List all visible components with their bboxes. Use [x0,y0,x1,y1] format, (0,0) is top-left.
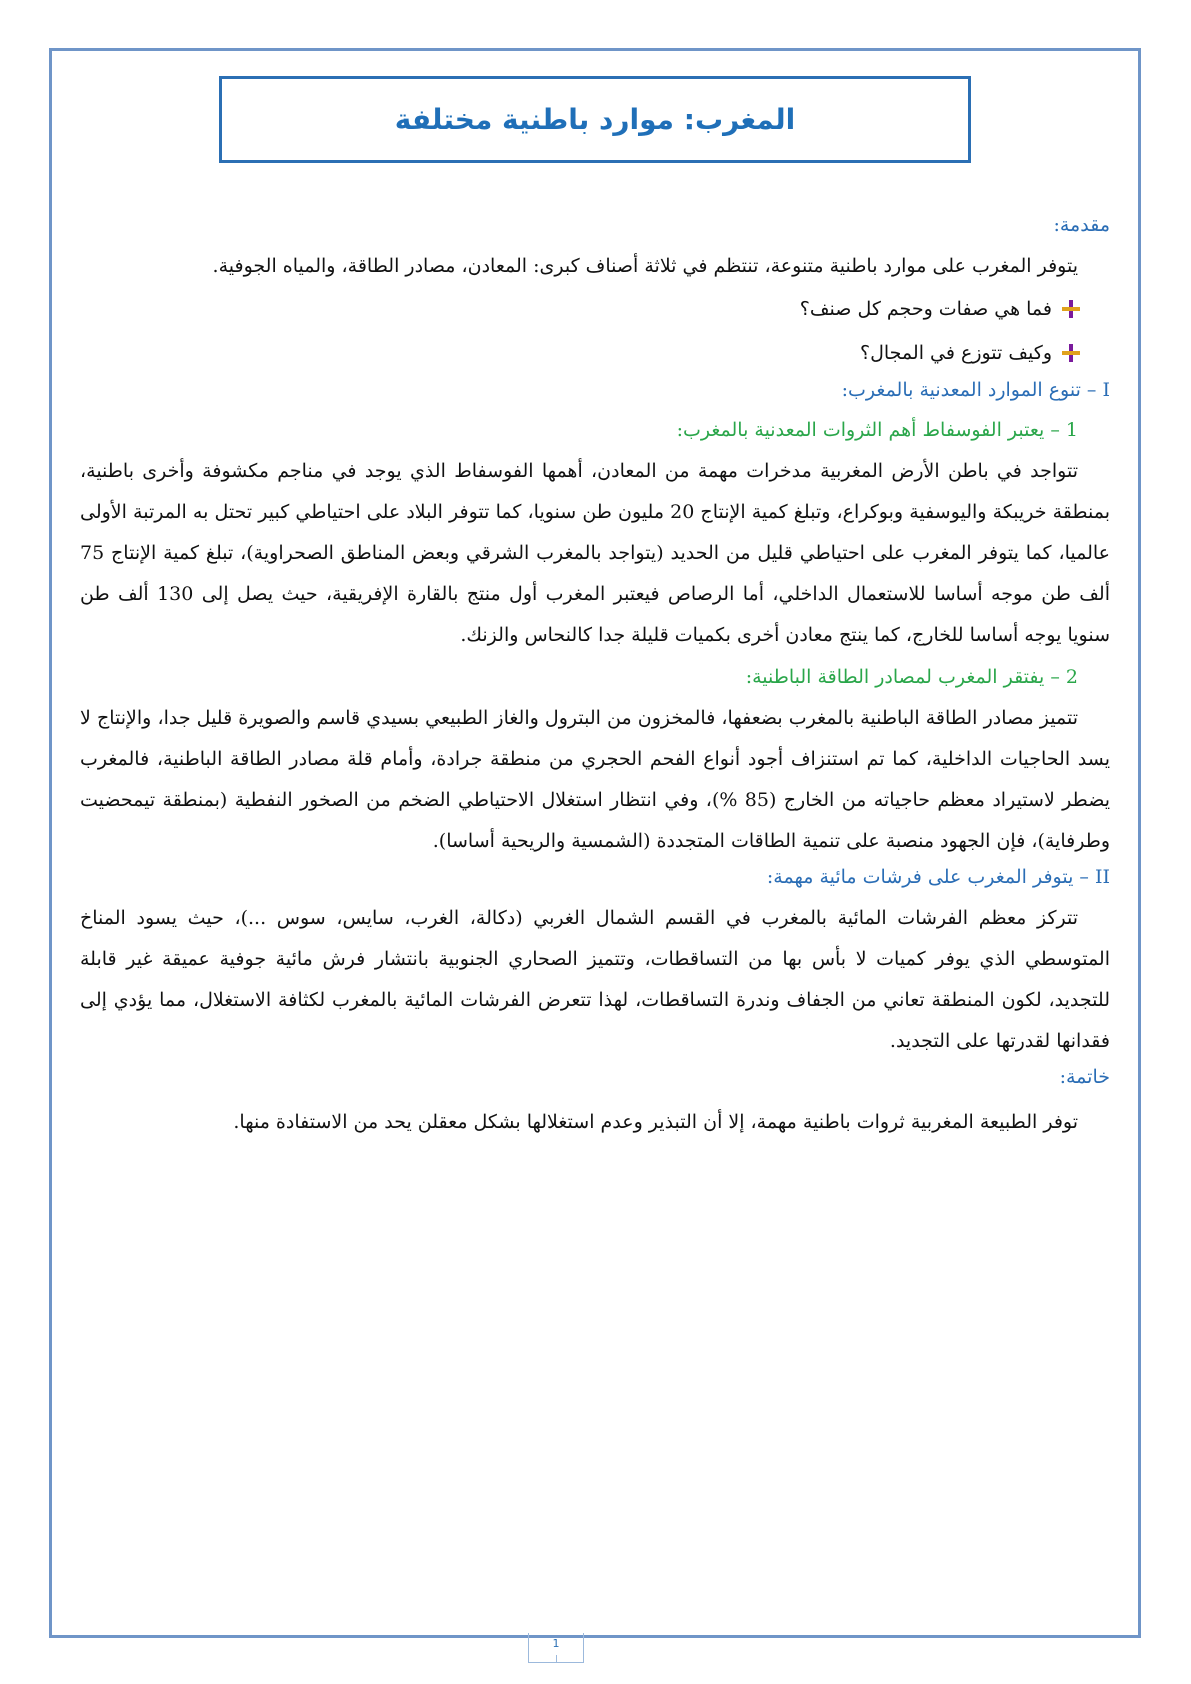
section2-number: II [1094,866,1110,888]
subsection1-heading [80,415,1110,445]
question-item [80,331,1110,375]
section2-paragraph: تتركز معظم الفرشات المائية بالمغرب في القسم الشمال الغربي (دكالة، الغرب، سايس، سوس ...)، حيث يسود المناخ المتوسطي الذي يوفر كميات لا بأس بها من التساقطات، وتتميز الصحاري الجنوبية بانتشار فرش مائية جوفية عميقة غير قابلة للتجديد، لكون المنطقة تعاني من الجفاف وندرة التساقطات، لهذا تتعرض الفرشات المائية بالمغرب لكثافة الاستغلال، مما يؤدي إلى فقدانها لقدرتها على التجديد. [80,907,1110,1052]
intro-paragraph: يتوفر المغرب على موارد باطنية متنوعة، تنتظم في ثلاثة أصناف كبرى: المعادن، مصادر الطاقة، والمياه الجوفية. [212,255,1078,277]
intro-heading: مقدمة: [1053,214,1110,236]
title-box [219,76,971,163]
colored-cross-icon [1062,344,1080,362]
subsection2-title: – يفتقر المغرب لمصادر الطاقة الباطنية: [745,666,1060,688]
section2-heading [80,862,1110,892]
section2-title: – يتوفر المغرب على فرشات مائية مهمة: [766,866,1089,888]
subsection1-title: – يعتبر الفوسفاط أهم الثروات المعدنية بالمغرب: [676,419,1060,441]
subsection2-heading [80,662,1110,692]
subsection2-paragraph: تتميز مصادر الطاقة الباطنية بالمغرب بضعفها، فالمخزون من البترول والغاز الطبيعي بسيدي قاسم والصويرة قليل جدا، والإنتاج لا يسد الحاجيات الداخلية، كما تم استنزاف أجود أنواع الفحم الحجري من منطقة جرادة، وأمام قلة مصادر الطاقة الباطنية، فالمغرب يضطر لاستيراد معظم حاجياته من الخارج (85 %)، وفي انتظار استغلال الاحتياطي الضخم من الصخور النفطية (بمنطقة تيمحضيت وطرفاية)، فإن الجهود منصبة على تنمية الطاقات المتجددة (الشمسية والريحية أساسا). [80,707,1111,852]
section1-heading [80,375,1110,405]
question-item [80,287,1110,331]
page-number: 1 [528,1633,584,1663]
question-text: فما هي صفات وحجم كل صنف؟ [799,298,1052,320]
subsection1-paragraph: تتواجد في باطن الأرض المغربية مدخرات مهمة من المعادن، أهمها الفوسفاط الذي يوجد في مناجم مكشوفة وأخرى باطنية، بمنطقة خريبكة واليوسفية وبوكراع، وتبلغ كمية الإنتاج 20 مليون طن سنويا، كما تتوفر البلاد على احتياطي كبير تحتل به المرتبة الأولى عالميا، كما يتوفر المغرب على احتياطي قليل من الحديد (يتواجد بالمغرب الشرقي وبعض المناطق الصحراوية)، تبلغ كمية الإنتاج 75 ألف طن موجه أساسا للاستعمال الداخلي، أما الرصاص فيعتبر المغرب أول منتج بالقارة الإفريقية، حيث يصل إلى 130 ألف طن سنويا يوجه أساسا للخارج، كما ينتج معادن أخرى بكميات قليلة جدا كالنحاس والزنك. [80,460,1111,646]
subsection2-number: 2 [1065,666,1078,688]
document-body [80,210,1110,1143]
colored-cross-icon [1062,300,1080,318]
subsection1-number: 1 [1065,419,1078,441]
question-text: وكيف تتوزع في المجال؟ [859,342,1052,364]
page-title: المغرب: موارد باطنية مختلفة [394,103,796,136]
conclusion-paragraph: توفر الطبيعة المغربية ثروات باطنية مهمة، إلا أن التبذير وعدم استغلالها بشكل معقلن يحد من الاستفادة منها. [233,1111,1078,1133]
conclusion-heading: خاتمة: [1059,1066,1110,1088]
section1-number: I [1102,379,1110,401]
section1-title: – تنوع الموارد المعدنية بالمغرب: [841,379,1097,401]
